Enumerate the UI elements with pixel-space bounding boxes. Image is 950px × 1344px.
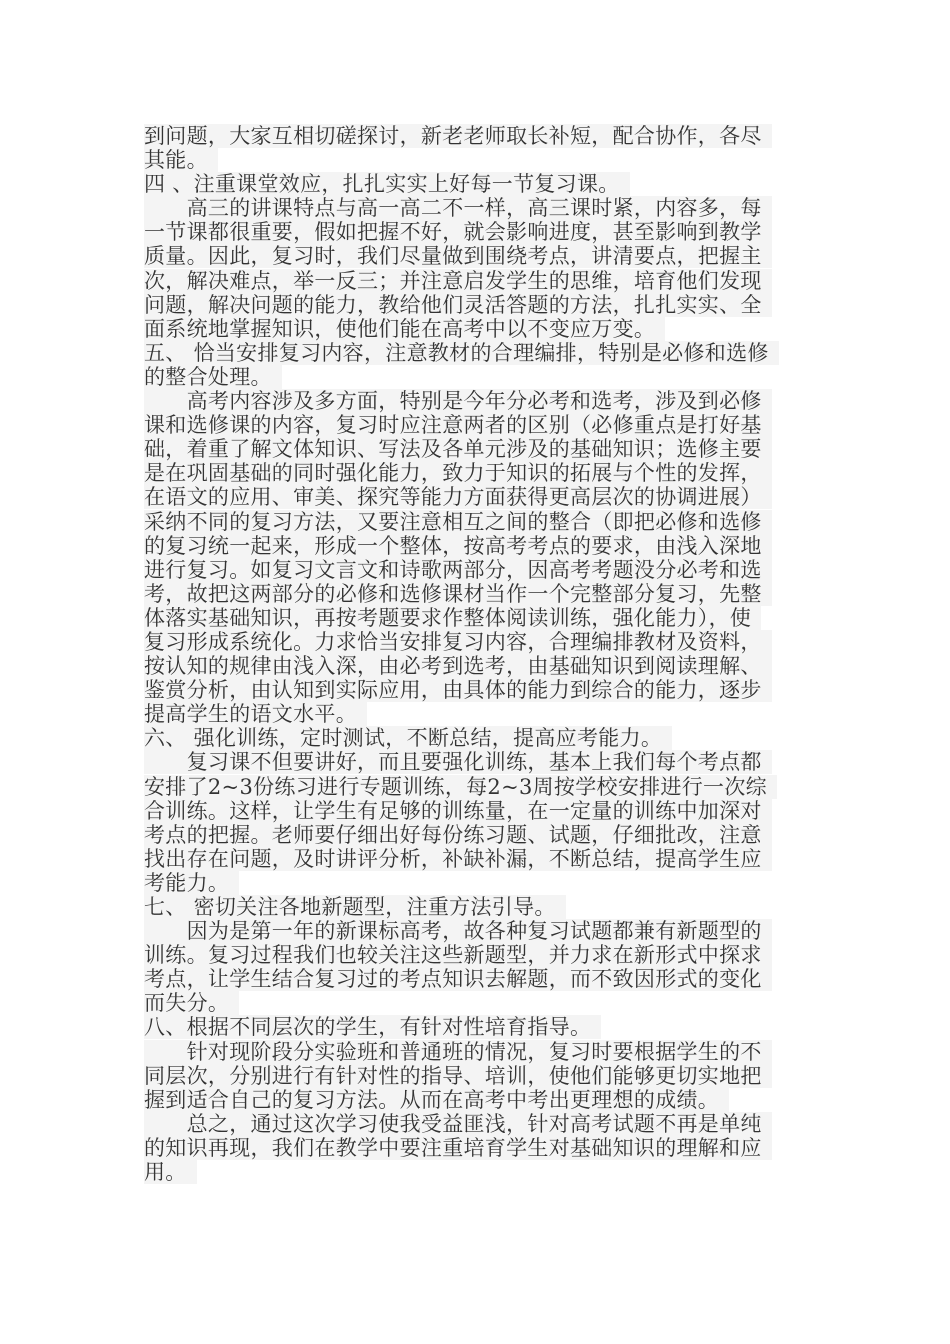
text-line: 因为是第一年的新课标高考，故各种复习试题都兼有新题型的 [144,919,814,943]
text-line: 复习形成系统化。力求恰当安排复习内容，合理编排教材及资料， [144,630,814,654]
section-heading: 四 、注重课堂效应，扎扎实实上好每一节复习课。 [144,172,814,196]
text-line: 复习课不但要讲好，而且要强化训练，基本上我们每个考点都 [144,750,814,774]
section-heading: 七、 密切关注各地新题型，注重方法引导。 [144,895,814,919]
text-line: 进行复习。如复习文言文和诗歌两部分，因高考考题没分必考和选 [144,558,814,582]
text-line: 高三的讲课特点与高一高二不一样，高三课时紧，内容多，每 [144,196,814,220]
text-line: 握到适合自己的复习方法。从而在高考中考出更理想的成绩。 [144,1088,814,1112]
text-line: 质量。因此，复习时，我们尽量做到围绕考点，讲清要点，把握主 [144,244,814,268]
text-line: 针对现阶段分实验班和普通班的情况，复习时要根据学生的不 [144,1040,814,1064]
text-line: 而失分。 [144,991,814,1015]
text-line: 在语文的应用、审美、探究等能力方面获得更高层次的协调进展） [144,485,814,509]
text-line: 鉴赏分析，由认知到实际应用，由具体的能力到综合的能力，逐步 [144,678,814,702]
text-line: 合训练。这样，让学生有足够的训练量，在一定量的训练中加深对 [144,799,814,823]
text-line: 的复习统一起来，形成一个整体，按高考考点的要求，由浅入深地 [144,534,814,558]
text-line: 是在巩固基础的同时强化能力，致力于知识的拓展与个性的发挥， [144,461,814,485]
section-heading: 五、 恰当安排复习内容，注意教材的合理编排，特别是必修和选修 [144,341,814,365]
text-line: 课和选修课的内容，复习时应注意两者的区别（必修重点是打好基 [144,413,814,437]
text-line: 同层次，分别进行有针对性的指导、培训，使他们能够更切实地把 [144,1064,814,1088]
text-line: 考点的把握。老师要仔细出好每份练习题、试题，仔细批改，注意 [144,823,814,847]
text-line: 训练。复习过程我们也较关注这些新题型，并力求在新形式中探求 [144,943,814,967]
text-line: 考能力。 [144,871,814,895]
text-line: 找出存在问题，及时讲评分析，补缺补漏，不断总结，提高学生应 [144,847,814,871]
text-line: 考点，让学生结合复习过的考点知识去解题，而不致因形式的变化 [144,967,814,991]
text-line: 问题，解决问题的能力，教给他们灵活答题的方法，扎扎实实、全 [144,293,814,317]
text-line: 体落实基础知识，再按考题要求作整体阅读训练，强化能力），使 [144,606,814,630]
section-heading: 六、 强化训练，定时测试，不断总结，提高应考能力。 [144,726,814,750]
text-line: 总之，通过这次学习使我受益匪浅，针对高考试题不再是单纯 [144,1112,814,1136]
section-heading: 八、根据不同层次的学生，有针对性培育指导。 [144,1015,814,1039]
text-line: 安排了2~3份练习进行专题训练，每2~3周按学校安排进行一次综 [144,775,814,799]
text-line: 一节课都很重要，假如把握不好，就会影响进度，甚至影响到教学 [144,220,814,244]
text-line: 面系统地掌握知识，使他们能在高考中以不变应万变。 [144,317,814,341]
text-line: 的知识再现，我们在教学中要注重培育学生对基础知识的理解和应 [144,1136,814,1160]
text-line: 础，着重了解文体知识、写法及各单元涉及的基础知识；选修主要 [144,437,814,461]
text-line: 其能。 [144,148,814,172]
text-line: 高考内容涉及多方面，特别是今年分必考和选考，涉及到必修 [144,389,814,413]
text-line: 到问题，大家互相切磋探讨，新老老师取长补短，配合协作，各尽 [144,124,814,148]
text-line: 按认知的规律由浅入深，由必考到选考，由基础知识到阅读理解、 [144,654,814,678]
document-body [144,124,814,1184]
text-line: 用。 [144,1160,814,1184]
section-heading: 的整合处理。 [144,365,814,389]
text-line: 采纳不同的复习方法，又要注意相互之间的整合（即把必修和选修 [144,510,814,534]
text-line: 提高学生的语文水平。 [144,702,814,726]
text-line: 考，故把这两部分的必修和选修课材当作一个完整部分复习，先整 [144,582,814,606]
text-line: 次，解决难点，举一反三；并注意启发学生的思维，培育他们发现 [144,269,814,293]
